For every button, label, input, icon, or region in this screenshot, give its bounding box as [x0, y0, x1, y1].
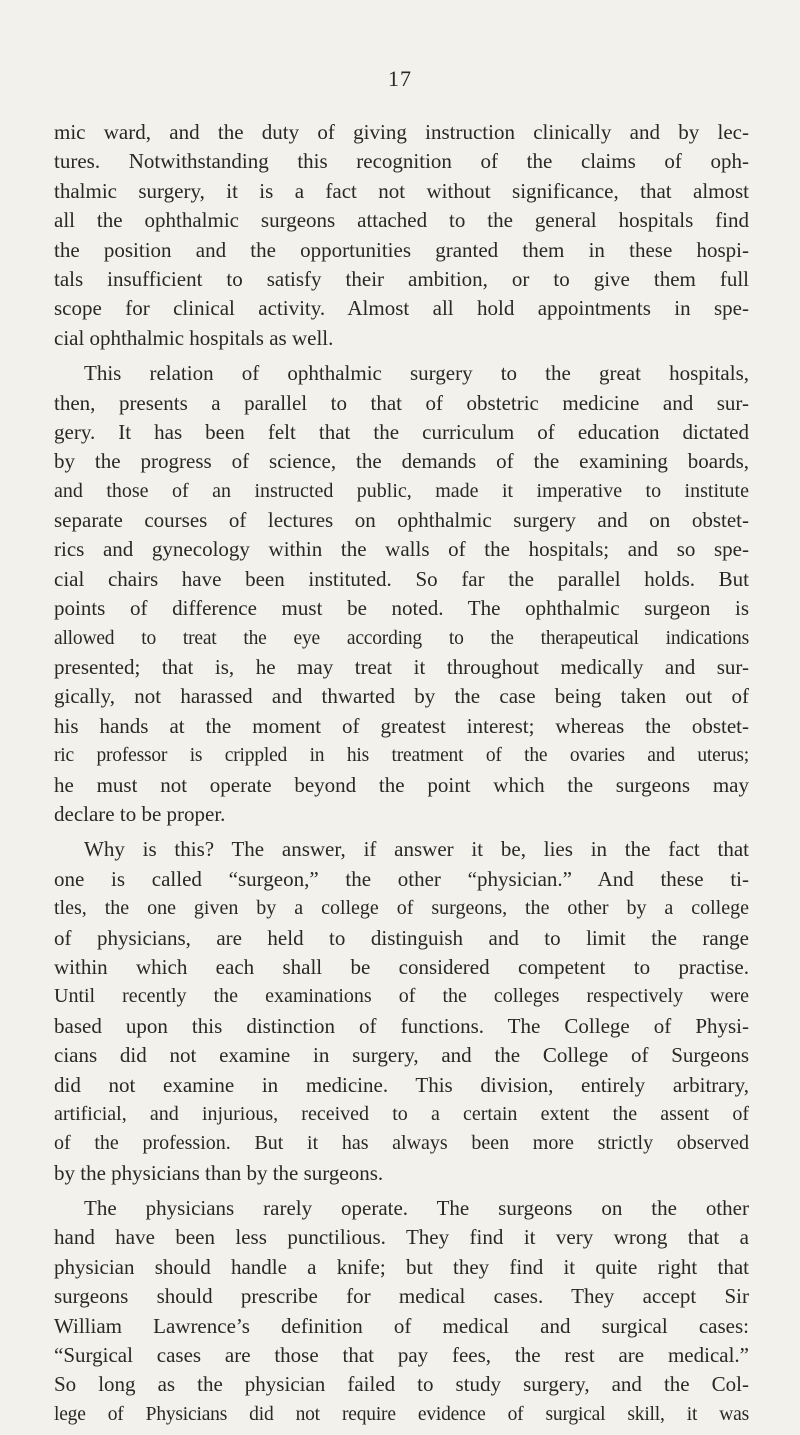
- text-line: he must not operate beyond the point which the surgeons may: [54, 772, 749, 797]
- text-line: So long as the physician failed to study surgery, and the Col-: [54, 1372, 749, 1397]
- text-line: The physicians rarely operate. The surgeons on the other: [84, 1196, 749, 1221]
- text-line: William Lawrence’s definition of medical and surgical cases:: [54, 1313, 749, 1338]
- text-line: separate courses of lectures on ophthalmic surgery and on obstet-: [54, 508, 749, 533]
- text-line: tures. Notwithstanding this recognition of the claims of oph-: [54, 149, 749, 174]
- text-line: based upon this distinction of functions. The College of Physi-: [54, 1013, 749, 1038]
- text-line: thalmic surgery, it is a fact not without significance, that almost: [54, 178, 749, 203]
- text-line: all the ophthalmic surgeons attached to the general hospitals find: [54, 208, 749, 233]
- text-line: allowed to treat the eye according to the therapeutical indications: [54, 627, 749, 649]
- text-line: cial chairs have been instituted. So far the parallel holds. But: [54, 566, 749, 591]
- text-line: within which each shall be considered competent to practise.: [54, 954, 749, 979]
- text-line: hand have been less punctilious. They find it very wrong that a: [54, 1225, 749, 1250]
- text-line: of physicians, are held to distinguish and to limit the range: [54, 925, 749, 950]
- text-line: “Surgical cases are those that pay fees, the rest are medical.”: [54, 1343, 749, 1368]
- text-line: Until recently the examinations of the colleges respectively were: [54, 985, 749, 1008]
- text-line: ric professor is crippled in his treatment of the ovaries and uterus;: [54, 745, 749, 767]
- text-line: by the physicians than by the surgeons.: [54, 1160, 384, 1185]
- text-line: points of difference must be noted. The ophthalmic surgeon is: [54, 596, 749, 621]
- text-line: tals insufficient to satisfy their ambition, or to give them full: [54, 266, 749, 291]
- text-line: physician should handle a knife; but they find it quite right that: [54, 1254, 749, 1279]
- text-line: mic ward, and the duty of giving instruction clinically and by lec-: [54, 120, 749, 144]
- text-line: Why is this? The answer, if answer it be, lies in the fact that: [84, 837, 749, 862]
- text-line: his hands at the moment of greatest interest; whereas the obstet-: [54, 713, 749, 738]
- paragraph-4: [54, 1194, 749, 1429]
- text-line: gery. It has been felt that the curriculum of education dictated: [54, 419, 749, 444]
- paragraph-1: [54, 118, 749, 353]
- text-line: one is called “surgeon,” the other “physician.” And these ti-: [54, 866, 749, 891]
- text-line: cians did not examine in surgery, and the College of Surgeons: [54, 1043, 749, 1068]
- text-line: tles, the one given by a college of surgeons, the other by a college: [54, 897, 749, 920]
- text-line: rics and gynecology within the walls of the hospitals; and so spe-: [54, 537, 749, 562]
- text-line: by the progress of science, the demands of the examining boards,: [54, 449, 749, 474]
- text-line: cial ophthalmic hospitals as well.: [54, 325, 334, 350]
- text-line: the position and the opportunities granted them in these hospi-: [54, 237, 749, 262]
- text-line: gically, not harassed and thwarted by the case being taken out of: [54, 684, 749, 709]
- text-line: did not examine in medicine. This division, entirely arbitrary,: [54, 1072, 749, 1097]
- text-line: then, presents a parallel to that of obstetric medicine and sur-: [54, 390, 749, 415]
- text-line: of the profession. But it has always been more strictly observed: [54, 1132, 749, 1155]
- text-line: declare to be proper.: [54, 801, 226, 826]
- body-text: [54, 118, 749, 1435]
- text-line: scope for clinical activity. Almost all hold appointments in spe-: [54, 296, 749, 321]
- text-line: presented; that is, he may treat it throughout medically and sur-: [54, 655, 749, 680]
- text-line: surgeons should prescribe for medical cases. They accept Sir: [54, 1284, 749, 1309]
- text-line: and those of an instructed public, made it imperative to institute: [54, 479, 749, 502]
- paragraph-3: [54, 835, 749, 1188]
- page-number: 17: [388, 66, 412, 91]
- text-line: lege of Physicians did not require evidence of surgical skill, it was: [54, 1403, 749, 1425]
- text-line: This relation of ophthalmic surgery to the great hospitals,: [84, 361, 749, 386]
- text-line: artificial, and injurious, received to a certain extent the assent of: [54, 1102, 749, 1125]
- paragraph-2: [54, 359, 749, 829]
